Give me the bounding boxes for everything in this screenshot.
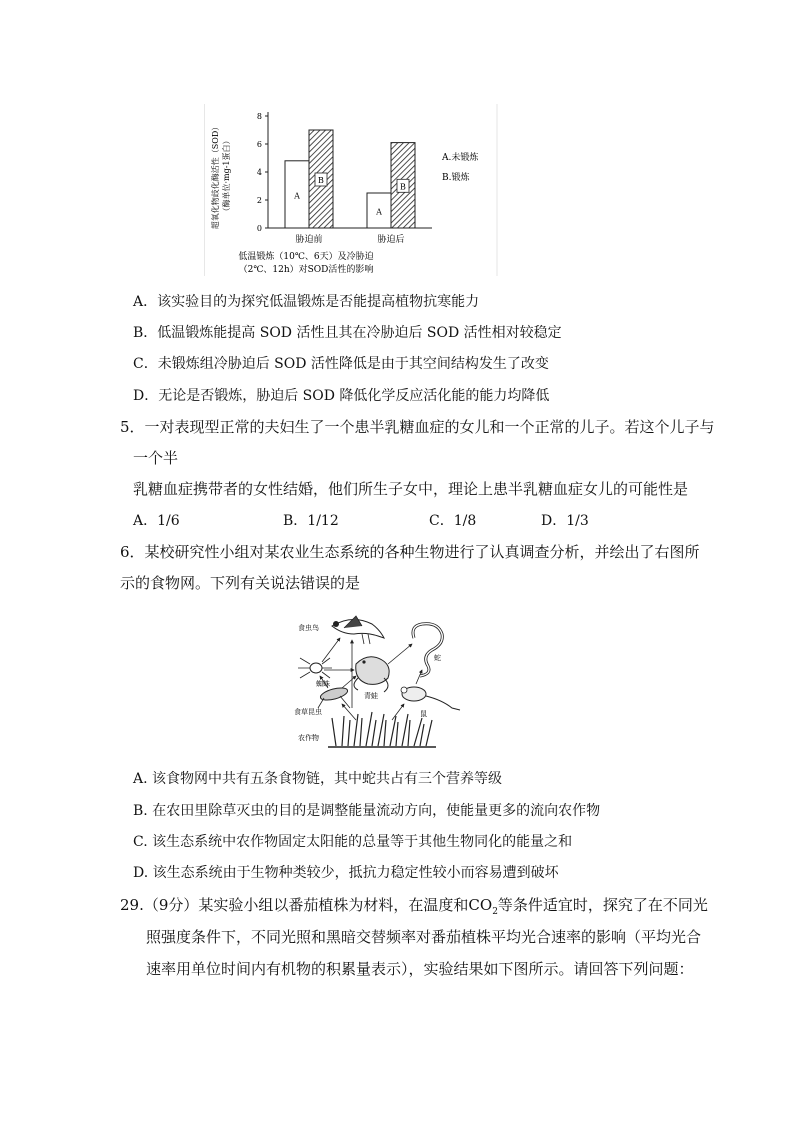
food-web-svg	[292, 608, 464, 752]
bar-label: B	[400, 182, 406, 192]
y-axis-unit: （酶单位·mg-1蛋白）	[222, 136, 231, 216]
q6-option-a: A. 该食物网中共有五条食物链，其中蛇共占有三个营养等级	[133, 771, 503, 787]
q5-option-a: A．1/6	[133, 513, 180, 529]
plot-area	[257, 112, 432, 245]
chart-svg	[204, 104, 498, 276]
q5-stem-line2: 一个半	[133, 449, 179, 467]
grasshopper-icon	[318, 686, 350, 708]
label-mouse: 鼠	[420, 710, 427, 718]
chart-caption-line1: 低温锻炼（10℃、6天）及冷胁迫	[238, 252, 374, 262]
label-crops: 农作物	[298, 734, 319, 742]
chart-caption-line2: （2℃、12h）对SOD活性的影响	[238, 265, 374, 275]
q29-stem-line3: 速率用单位时间内有机物的积累量表示），实验结果如下图所示。请回答下列问题：	[146, 960, 694, 978]
y-axis-label: 超氧化物歧化酶活性（SOD）	[211, 122, 220, 230]
bar-label: A	[294, 191, 300, 201]
label-frog: 青蛙	[364, 692, 378, 700]
q29-stem-line2: 照强度条件下，不同光照和黑暗交替频率对番茄植株平均光合速率的影响（平均光合	[146, 928, 702, 946]
q29-line1-part2: 等条件适宜时，探究了在不同光	[497, 896, 708, 914]
mouse-icon	[401, 687, 460, 710]
label-insect-eating-bird: 食虫鸟	[298, 624, 319, 632]
q6-option-c: C. 该生态系统中农作物固定太阳能的总量等于其他生物同化的能量之和	[133, 834, 573, 850]
q29-line1-part1: 29.（9分）某实验小组以番茄植株为材料，在温度和CO	[120, 896, 493, 914]
q6-option-d: D. 该生态系统由于生物种类较少，抵抗力稳定性较小而容易遭到破坏	[133, 865, 559, 881]
frog-icon	[354, 657, 389, 692]
food-web-figure	[292, 608, 464, 752]
spider-icon	[298, 658, 332, 678]
x-tick-label: 胁迫前	[295, 235, 323, 245]
y-tick-label: 8	[256, 112, 262, 121]
snake-icon	[413, 624, 442, 676]
q5-stem-line1: 5．一对表现型正常的夫妇生了一个患半乳糖血症的女儿和一个正常的儿子。若这个儿子与	[120, 418, 715, 436]
q5-option-b: B．1/12	[283, 513, 339, 529]
q6-stem-line1: 6．某校研究性小组对某农业生态系统的各种生物进行了认真调查分析，并绘出了右图所	[120, 543, 700, 561]
y-tick-label: 6	[256, 140, 262, 149]
q6-stem-line2: 示的食物网。下列有关说法错误的是	[120, 574, 361, 592]
q5-option-c: C．1/8	[429, 513, 477, 529]
q6-option-b: B. 在农田里除草灭虫的目的是调整能量流动方向，使能量更多的流向农作物	[133, 803, 601, 819]
legend-entry-exercised: B.锻炼	[442, 173, 470, 183]
q5-option-d: D．1/3	[541, 513, 589, 529]
q4-option-a: A．该实验目的为探究低温锻炼是否能提高植物抗寒能力	[133, 294, 480, 310]
y-tick-label: 0	[256, 224, 262, 233]
bar-label: A	[376, 207, 382, 217]
legend-entry-unexercised: A.未锻炼	[442, 153, 479, 163]
label-herbivorous-insect: 食草昆虫	[294, 708, 322, 716]
label-snake: 蛇	[434, 654, 441, 662]
y-tick-label: 4	[256, 168, 262, 177]
x-tick-label: 胁迫后	[377, 235, 405, 245]
q29-stem-line1	[120, 894, 708, 917]
q4-option-d: D．无论是否锻炼，胁迫后 SOD 降低化学反应活化能的能力均降低	[133, 388, 550, 404]
bar-label: B	[318, 176, 324, 185]
sod-activity-chart	[204, 104, 498, 276]
y-tick-label: 2	[256, 196, 262, 205]
q5-stem-line3: 乳糖血症携带者的女性结婚，他们所生子女中，理论上患半乳糖血症女儿的可能性是	[133, 480, 689, 498]
bird-icon	[332, 616, 384, 644]
q4-option-c: C．未锻炼组冷胁迫后 SOD 活性降低是由于其空间结构发生了改变	[133, 356, 549, 372]
q4-option-b: B．低温锻炼能提高 SOD 活性且其在冷胁迫后 SOD 活性相对较稳定	[133, 325, 562, 341]
label-spider: 蜘蛛	[316, 680, 330, 688]
q29-co2-subscript: 2	[492, 907, 498, 917]
